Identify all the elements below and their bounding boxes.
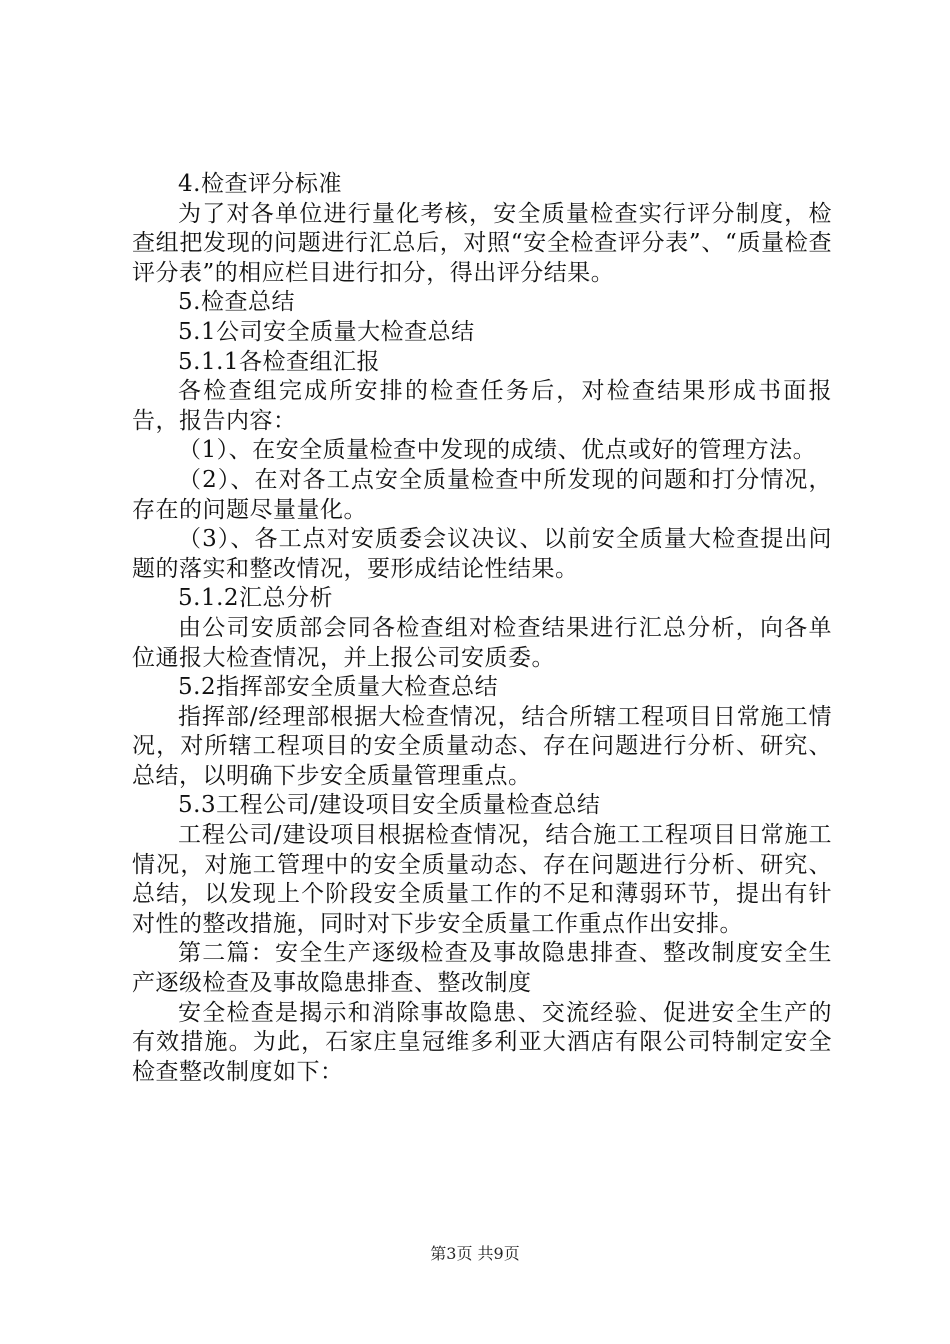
- section-heading: 5.检查总结: [178, 289, 295, 316]
- section-heading: 4.检查评分标准: [178, 171, 342, 197]
- paragraph: 为了对各单位进行量化考核，安全质量检查实行评分制度，检查组把发现的问题进行汇总后，对照“安全检查评分表”、“质量检查评分表”的相应栏目进行扣分，得出评分结果。: [132, 200, 832, 286]
- paragraph: 工程公司/建设项目根据检查情况，结合施工工程项目日常施工情况，对施工管理中的安全质量动态、存在问题进行分析、研究、总结，以发现上个阶段安全质量工作的不足和薄弱环节，提出有针对性的整改措施，同时对下步安全质量工作重点作出安排。: [132, 822, 832, 937]
- list-item: （3）、各工点对安质委会议决议、以前安全质量大检查提出问题的落实和整改情况，要形成结论性结果。: [132, 526, 832, 582]
- section-heading: 5.1公司安全质量大检查总结: [178, 318, 475, 345]
- paragraph: 由公司安质部会同各检查组对检查结果进行汇总分析，向各单位通报大检查情况，并上报公司安质委。: [132, 614, 832, 671]
- document-body: [132, 170, 832, 1087]
- section-heading: 5.3工程公司/建设项目安全质量检查总结: [178, 792, 601, 819]
- paragraph: 安全检查是揭示和消除事故隐患、交流经验、促进安全生产的有效措施。为此，石家庄皇冠维多利亚大酒店有限公司特制定安全检查整改制度如下：: [132, 999, 832, 1085]
- paragraph: 各检查组完成所安排的检查任务后，对检查结果形成书面报告，报告内容：: [132, 378, 832, 434]
- list-item: （1）、在安全质量检查中发现的成绩、优点或好的管理方法。: [178, 437, 817, 464]
- paragraph: 指挥部/经理部根据大检查情况，结合所辖工程项目日常施工情况，对所辖工程项目的安全质量动态、存在问题进行分析、研究、总结，以明确下步安全质量管理重点。: [132, 703, 832, 789]
- section-heading: 5.1.2汇总分析: [178, 585, 334, 612]
- section-heading: 5.2指挥部安全质量大检查总结: [178, 674, 499, 701]
- page-number-footer: 第3页 共9页: [430, 1244, 520, 1263]
- list-item: （2）、在对各工点安全质量检查中所发现的问题和打分情况，存在的问题尽量量化。: [132, 466, 832, 523]
- chapter-heading: 第二篇：安全生产逐级检查及事故隐患排查、整改制度安全生产逐级检查及事故隐患排查、整改制度: [132, 940, 832, 997]
- section-heading: 5.1.1各检查组汇报: [178, 348, 381, 375]
